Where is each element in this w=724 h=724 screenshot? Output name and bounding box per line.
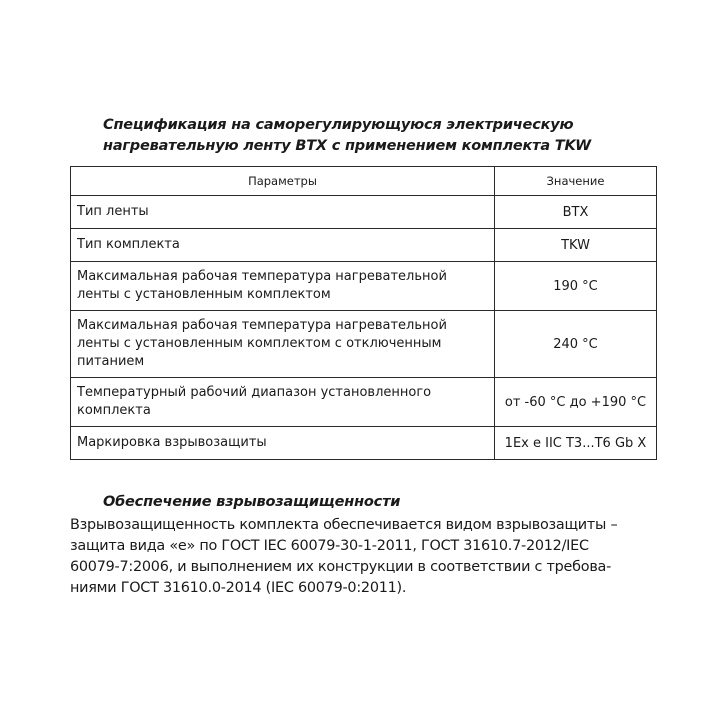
param-cell: Температурный рабочий диапазон установленного комплекта <box>71 378 495 427</box>
value-cell: 190 °C <box>495 262 657 311</box>
value-cell: 240 °C <box>495 311 657 378</box>
param-cell: Максимальная рабочая температура нагревательной ленты с установленным комплектом <box>71 262 495 311</box>
header-value: Значение <box>495 167 657 196</box>
table-header-row <box>71 167 657 196</box>
value-cell: 1Ex e IIC T3...T6 Gb X <box>495 427 657 460</box>
value-cell: TKW <box>495 229 657 262</box>
table-row <box>71 311 657 378</box>
param-cell: Тип комплекта <box>71 229 495 262</box>
header-parameters: Параметры <box>71 167 495 196</box>
explosion-protection-heading: Обеспечение взрывозащищенности <box>103 494 401 510</box>
table-row <box>71 427 657 460</box>
explosion-protection-body <box>70 515 660 599</box>
body-line: 60079-7:2006, и выполнением их конструкции в соответствии с требова- <box>70 559 612 575</box>
spec-table <box>70 166 657 460</box>
value-cell: от -60 °C до +190 °C <box>495 378 657 427</box>
param-cell: Маркировка взрывозащиты <box>71 427 495 460</box>
table-row <box>71 229 657 262</box>
table-row <box>71 378 657 427</box>
spec-title-line: Спецификация на саморегулирующуюся электрическую <box>103 117 574 133</box>
param-cell: Тип ленты <box>71 196 495 229</box>
value-cell: ВТХ <box>495 196 657 229</box>
table-row <box>71 196 657 229</box>
table-row <box>71 262 657 311</box>
body-line: Взрывозащищенность комплекта обеспечивается видом взрывозащиты – <box>70 517 618 533</box>
spec-title-line: нагревательную ленту ВТХ с применением комплекта TKW <box>103 138 591 154</box>
param-cell: Максимальная рабочая температура нагревательной ленты с установленным комплектом с отключенным питанием <box>71 311 495 378</box>
body-line: защита вида «е» по ГОСТ IEC 60079-30-1-2011, ГОСТ 31610.7-2012/IEC <box>70 538 589 554</box>
body-line: ниями ГОСТ 31610.0-2014 (IEC 60079-0:2011). <box>70 580 407 596</box>
spec-title <box>103 115 663 157</box>
